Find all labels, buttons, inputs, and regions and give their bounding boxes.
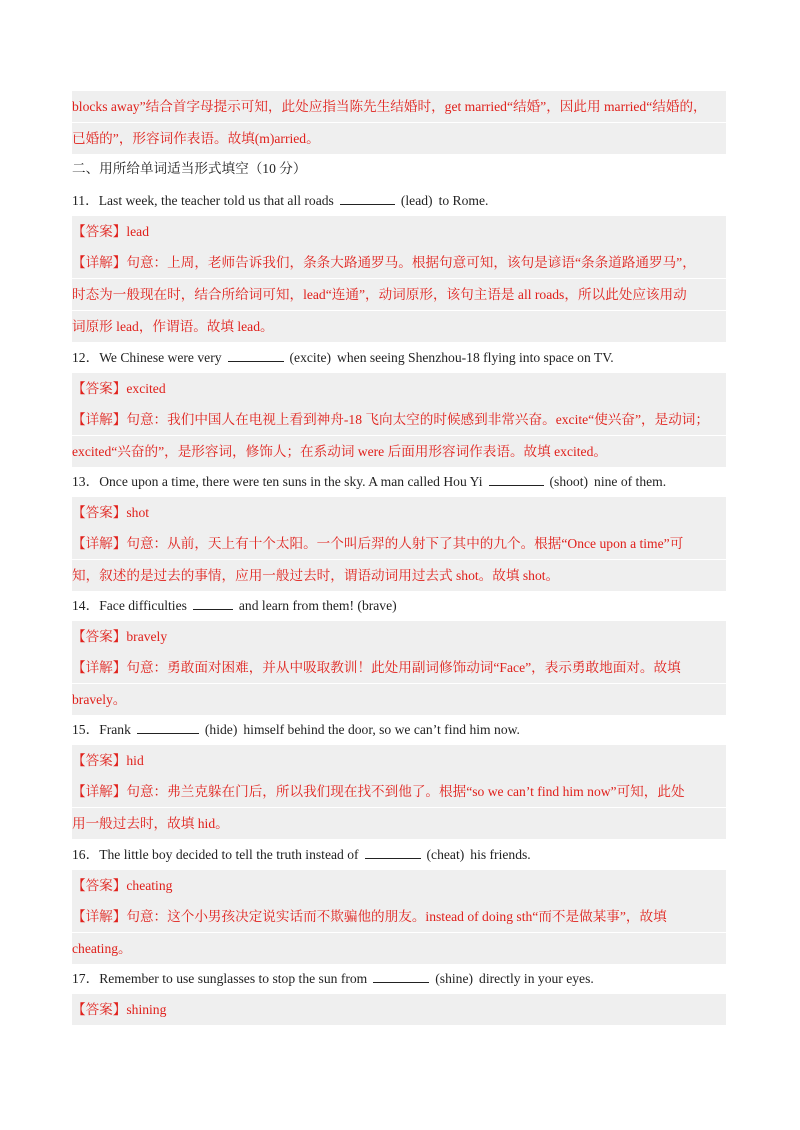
question-15 xyxy=(72,714,726,745)
question-hint: (lead) xyxy=(400,193,433,208)
answer-line: 【答案】hid xyxy=(72,745,726,776)
explanation-line: 【详解】句意：勇敢面对困难，并从中吸取教训！此处用副词修饰动词“Face”，表示勇敢地面对。故填 xyxy=(72,652,726,683)
question-hint: (excite) xyxy=(289,350,332,365)
question-hint: (shoot) xyxy=(549,474,589,489)
answer-line: 【答案】lead xyxy=(72,216,726,247)
question-text: directly in your eyes. xyxy=(479,971,594,986)
explanation-line: blocks away”结合首字母提示可知，此处应指当陈先生结婚时，get married“结婚”，因此用 married“结婚的， xyxy=(72,91,726,122)
explanation-line: 已婚的”，形容词作表语。故填(m)arried。 xyxy=(72,123,726,154)
question-text: to Rome. xyxy=(438,193,489,208)
question-text: nine of them. xyxy=(594,474,667,489)
answer-blank xyxy=(489,472,544,486)
question-text: Last week, the teacher told us that all roads xyxy=(98,193,334,208)
question-number: 15． xyxy=(72,722,100,737)
explanation-line: excited“兴奋的”，是形容词，修饰人；在系动词 were 后面用形容词作表语。故填 excited。 xyxy=(72,436,726,467)
explanation-line: bravely。 xyxy=(72,684,726,715)
question-number: 16． xyxy=(72,847,100,862)
question-hint: (cheat) xyxy=(426,847,465,862)
question-text: Once upon a time, there were ten suns in the sky. A man called Hou Yi xyxy=(99,474,483,489)
section-title: 二、用所给单词适当形式填空（10 分） xyxy=(72,161,307,176)
question-text: when seeing Shenzhou-18 flying into space on TV. xyxy=(337,350,614,365)
question-hint: (hide) xyxy=(204,722,238,737)
question-hint: and learn from them! (brave) xyxy=(238,598,397,613)
question-text: himself behind the door, so we can’t find him now. xyxy=(243,722,520,737)
question-number: 11． xyxy=(72,193,99,208)
question-11 xyxy=(72,185,726,216)
explanation-line: 【详解】句意：上周，老师告诉我们，条条大路通罗马。根据句意可知，该句是谚语“条条道路通罗马”， xyxy=(72,247,726,278)
question-text: Remember to use sunglasses to stop the sun from xyxy=(99,971,368,986)
answer-blank xyxy=(340,191,395,205)
explanation-line: 时态为一般现在时，结合所给词可知，lead“连通”，动词原形，该句主语是 all roads，所以此处应该用动 xyxy=(72,279,726,310)
question-number: 14． xyxy=(72,598,100,613)
answer-line: 【答案】shining xyxy=(72,994,726,1025)
question-17 xyxy=(72,963,726,994)
explanation-line: 知，叙述的是过去的事情，应用一般过去时，谓语动词用过去式 shot。故填 shot。 xyxy=(72,560,726,591)
answer-blank xyxy=(365,845,421,859)
answer-blank xyxy=(228,348,284,362)
question-text: Frank xyxy=(99,722,131,737)
question-13 xyxy=(72,466,726,497)
answer-blank xyxy=(137,720,199,734)
question-16 xyxy=(72,839,726,870)
answer-blank xyxy=(193,596,233,610)
question-text: his friends. xyxy=(470,847,531,862)
question-14 xyxy=(72,590,726,621)
explanation-line: 【详解】句意：我们中国人在电视上看到神舟-18 飞向太空的时候感到非常兴奋。excite“使兴奋”，是动词； xyxy=(72,404,726,435)
question-number: 12． xyxy=(72,350,100,365)
answer-line: 【答案】excited xyxy=(72,373,726,404)
answer-line: 【答案】bravely xyxy=(72,621,726,652)
explanation-line: 【详解】句意：这个小男孩决定说实话而不欺骗他的朋友。instead of doing sth“而不是做某事”，故填 xyxy=(72,901,726,932)
question-text: The little boy decided to tell the truth instead of xyxy=(99,847,359,862)
explanation-line: cheating。 xyxy=(72,933,726,964)
question-text: Face difficulties xyxy=(99,598,187,613)
explanation-line: 【详解】句意：弗兰克躲在门后，所以我们现在找不到他了。根据“so we can’t find him now”可知，此处 xyxy=(72,776,726,807)
answer-line: 【答案】shot xyxy=(72,497,726,528)
explanation-line: 【详解】句意：从前，天上有十个太阳。一个叫后羿的人射下了其中的九个。根据“Once upon a time”可 xyxy=(72,528,726,559)
question-hint: (shine) xyxy=(435,971,474,986)
question-text: We Chinese were very xyxy=(99,350,222,365)
question-12 xyxy=(72,342,726,373)
explanation-line: 词原形 lead，作谓语。故填 lead。 xyxy=(72,311,726,342)
question-number: 17． xyxy=(72,971,100,986)
explanation-line: 用一般过去时，故填 hid。 xyxy=(72,808,726,839)
question-number: 13． xyxy=(72,474,100,489)
answer-blank xyxy=(373,969,429,983)
answer-line: 【答案】cheating xyxy=(72,870,726,901)
